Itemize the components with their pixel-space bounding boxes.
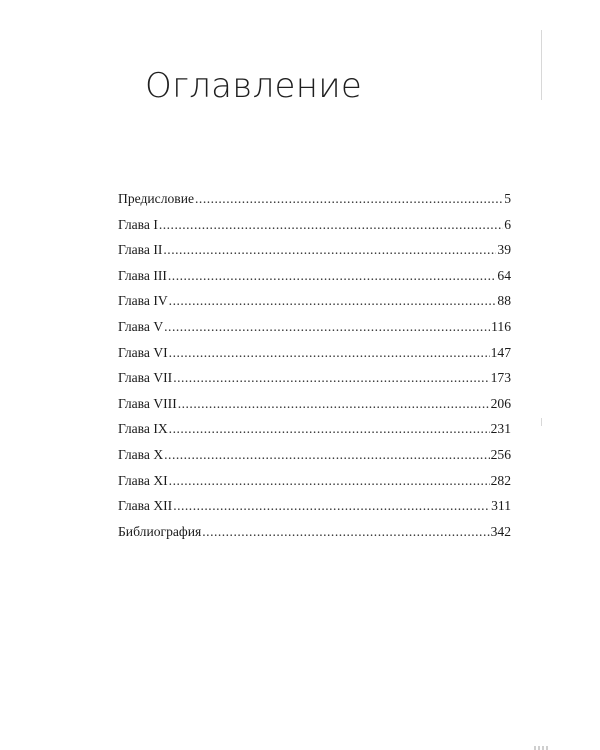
toc-entry-bibliography xyxy=(118,519,511,545)
toc-entry-label: Глава V xyxy=(118,318,164,334)
toc-entry-page-number: 116 xyxy=(491,318,511,334)
toc-entry-chapter-6 xyxy=(118,340,511,366)
toc-entry-label: Библиография xyxy=(118,523,202,539)
toc-entry-chapter-3 xyxy=(118,263,511,289)
toc-entry-page-number: 231 xyxy=(490,421,511,437)
toc-entry-page-number: 206 xyxy=(490,395,511,411)
scan-edge-line xyxy=(541,30,542,100)
table-of-contents xyxy=(118,186,511,544)
toc-entry-label: Глава X xyxy=(118,446,164,462)
toc-entry-chapter-11 xyxy=(118,468,511,494)
dot-leader xyxy=(202,519,489,545)
toc-entry-page-number: 39 xyxy=(497,242,511,258)
scan-edge-mark xyxy=(541,418,542,426)
toc-entry-label: Глава I xyxy=(118,216,158,232)
toc-entry-page-number: 88 xyxy=(497,293,511,309)
toc-entry-page-number: 173 xyxy=(490,370,511,386)
toc-entry-label: Предисловие xyxy=(118,191,195,206)
dot-leader xyxy=(169,288,497,314)
toc-entry-label: Глава VI xyxy=(118,344,168,360)
toc-entry-chapter-1 xyxy=(118,212,511,238)
toc-entry-preface xyxy=(118,186,511,212)
toc-entry-page-number: 342 xyxy=(490,523,511,539)
page-title: Оглавление xyxy=(145,66,363,106)
scan-corner-mark xyxy=(534,746,548,750)
dot-leader xyxy=(164,314,490,340)
toc-entry-page-number: 311 xyxy=(491,498,511,514)
toc-entry-page-number: 5 xyxy=(504,191,511,206)
toc-entry-label: Глава III xyxy=(118,267,167,283)
toc-entry-label: Глава XI xyxy=(118,472,168,488)
toc-entry-label: Глава II xyxy=(118,242,163,258)
toc-entry-page-number: 256 xyxy=(490,446,511,462)
toc-entry-chapter-12 xyxy=(118,493,511,519)
toc-entry-page-number: 282 xyxy=(490,472,511,488)
toc-entry-page-number: 6 xyxy=(504,216,511,232)
toc-entry-page-number: 147 xyxy=(490,344,511,360)
toc-entry-chapter-7 xyxy=(118,365,511,391)
toc-entry-chapter-2 xyxy=(118,237,511,263)
toc-entry-page-number: 64 xyxy=(497,267,511,283)
dot-leader xyxy=(169,340,490,366)
dot-leader xyxy=(159,212,503,238)
dot-leader xyxy=(173,365,489,391)
toc-entry-chapter-10 xyxy=(118,442,511,468)
dot-leader xyxy=(178,391,490,417)
dot-leader xyxy=(169,416,490,442)
dot-leader xyxy=(168,263,497,289)
dot-leader xyxy=(195,186,503,212)
dot-leader xyxy=(173,493,490,519)
toc-entry-chapter-8 xyxy=(118,391,511,417)
toc-entry-label: Глава VII xyxy=(118,370,173,386)
toc-entry-label: Глава XII xyxy=(118,498,173,514)
toc-entry-label: Глава IV xyxy=(118,293,168,309)
dot-leader xyxy=(169,468,490,494)
dot-leader xyxy=(164,442,489,468)
toc-entry-label: Глава VIII xyxy=(118,395,177,411)
toc-entry-chapter-9 xyxy=(118,416,511,442)
toc-entry-label: Глава IX xyxy=(118,421,168,437)
toc-entry-chapter-4 xyxy=(118,288,511,314)
toc-entry-chapter-5 xyxy=(118,314,511,340)
dot-leader xyxy=(163,237,496,263)
